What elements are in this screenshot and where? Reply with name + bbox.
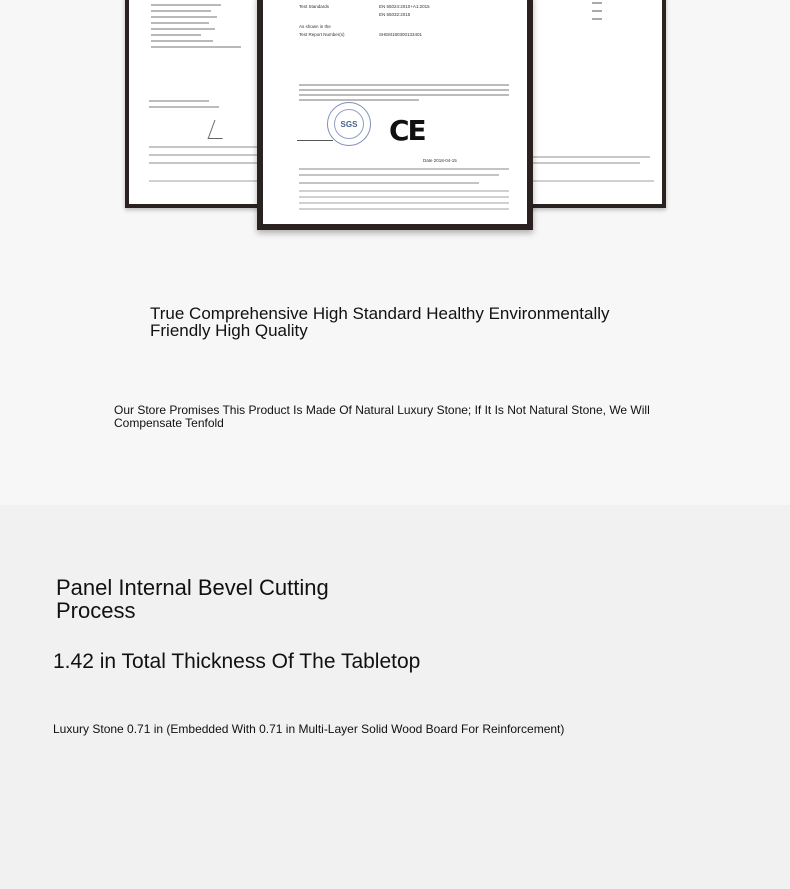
thickness-title: 1.42 in Total Thickness Of The Tabletop <box>53 650 421 673</box>
certificate-date: Date 2018-04-15 <box>423 158 457 163</box>
shown-label: As shown in the <box>299 24 331 29</box>
report-label: Test Report Number(s) <box>299 32 345 37</box>
process-title: Panel Internal Bevel Cutting Process <box>56 575 329 623</box>
standard-2: EN 55032:2015 <box>379 12 411 17</box>
sgs-seal-icon: SGS <box>327 102 371 146</box>
signature-icon <box>297 126 333 141</box>
report-number: SHEM180300133401 <box>379 32 423 37</box>
ce-mark-icon: CE <box>389 114 425 147</box>
thickness-detail: Luxury Stone 0.71 in (Embedded With 0.71 in Multi-Layer Solid Wood Board For Reinforcement) <box>53 722 565 736</box>
quality-headline: True Comprehensive High Standard Healthy Environmentally Friendly High Quality <box>150 304 610 340</box>
test-standards-label: Test Standards <box>299 4 330 9</box>
standard-1: EN 55024:2010+A1:2015 <box>379 4 430 9</box>
ce-certificate-image <box>257 0 533 230</box>
process-section <box>0 505 790 889</box>
store-promise-text: Our Store Promises This Product Is Made Of Natural Luxury Stone; If It Is Not Natural Stone, We Will Compensate Tenfold <box>114 403 650 430</box>
